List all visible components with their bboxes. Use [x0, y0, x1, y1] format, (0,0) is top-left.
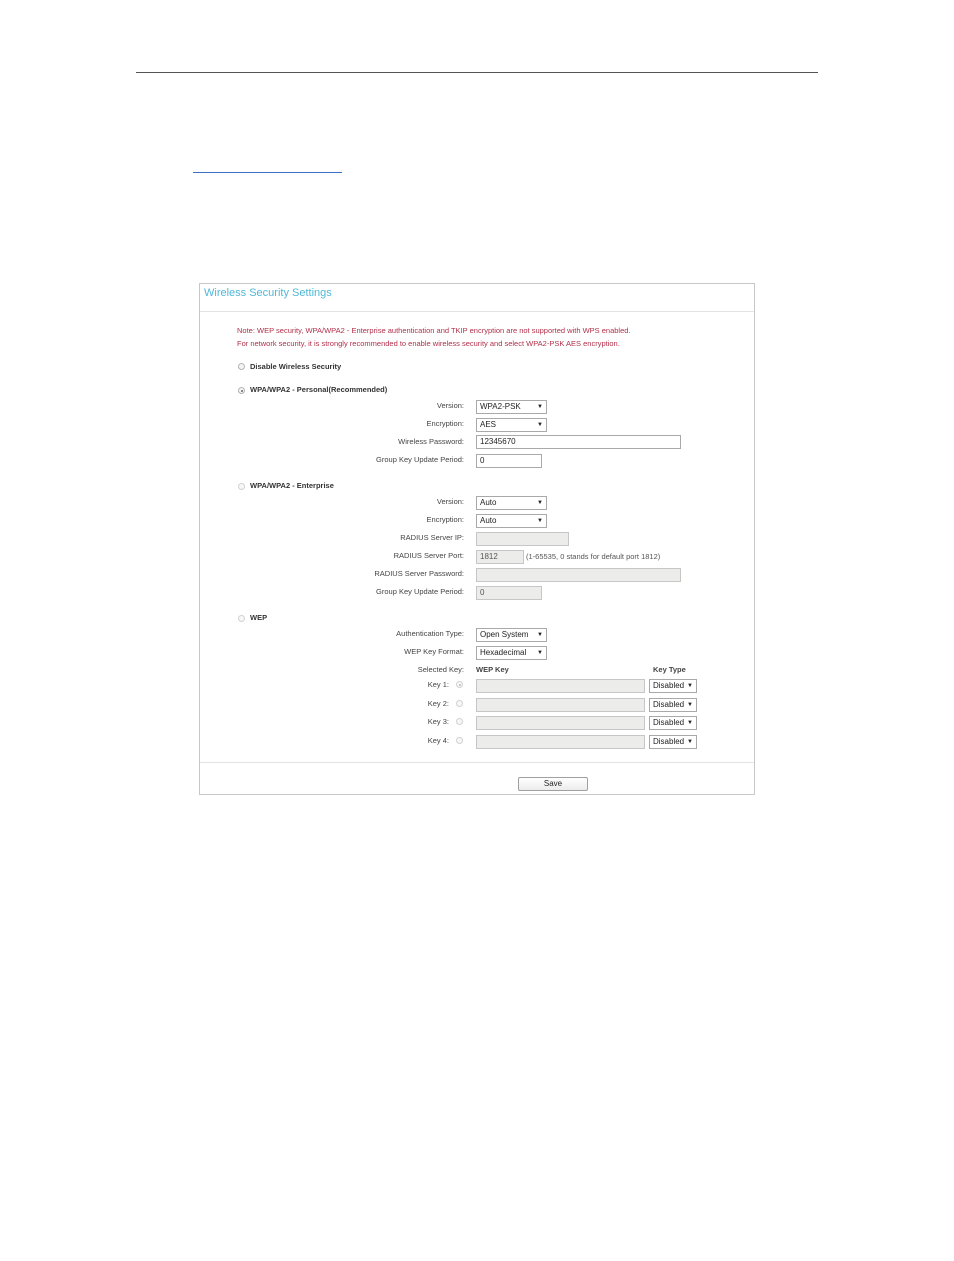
enterprise-group-key-label: Group Key Update Period:	[376, 587, 464, 596]
dropdown-arrow-icon: ▼	[537, 632, 543, 638]
key-2-type-value: Disabled	[653, 700, 685, 709]
key-type-column-header: Key Type	[653, 665, 686, 674]
dropdown-arrow-icon: ▼	[687, 739, 693, 745]
radius-password-input[interactable]	[476, 568, 681, 582]
disable-security-label: Disable Wireless Security	[250, 362, 342, 371]
selected-key-label: Selected Key:	[417, 665, 464, 674]
wireless-password-label: Wireless Password:	[398, 437, 464, 446]
personal-group-key-label: Group Key Update Period:	[376, 455, 464, 464]
enterprise-version-value: Auto	[480, 498, 497, 507]
wireless-security-panel	[199, 283, 755, 795]
personal-version-select[interactable]	[476, 400, 547, 414]
enterprise-encryption-label: Encryption:	[426, 515, 464, 524]
wep-label: WEP	[250, 613, 268, 622]
wpa-personal-radio[interactable]	[238, 387, 245, 394]
key-1-input[interactable]	[476, 679, 645, 693]
personal-version-label: Version:	[436, 401, 464, 410]
key-1-radio[interactable]	[456, 681, 463, 688]
dropdown-arrow-icon: ▼	[687, 720, 693, 726]
key-1-type-select[interactable]	[649, 679, 697, 693]
key-4-type-value: Disabled	[653, 737, 685, 746]
wep-radio[interactable]	[238, 615, 245, 622]
dropdown-arrow-icon: ▼	[537, 650, 543, 656]
key-4-radio[interactable]	[456, 737, 463, 744]
dropdown-arrow-icon: ▼	[537, 422, 543, 428]
key-2-input[interactable]	[476, 698, 645, 712]
key-3-label: Key 3:	[427, 717, 449, 726]
wep-key-format-select[interactable]	[476, 646, 547, 660]
dropdown-arrow-icon: ▼	[537, 500, 543, 506]
footer-divider	[200, 762, 754, 763]
key-4-type-select[interactable]	[649, 735, 697, 749]
auth-type-value: Open System	[480, 630, 529, 639]
key-2-label: Key 2:	[427, 699, 449, 708]
key-3-type-value: Disabled	[653, 718, 685, 727]
key-3-input[interactable]	[476, 716, 645, 730]
key-1-label: Key 1:	[427, 680, 449, 689]
enterprise-encryption-value: Auto	[480, 516, 497, 525]
save-button[interactable]: Save	[518, 777, 588, 791]
dropdown-arrow-icon: ▼	[687, 702, 693, 708]
personal-encryption-select[interactable]	[476, 418, 547, 432]
wep-key-format-value: Hexadecimal	[480, 648, 527, 657]
radius-ip-input[interactable]	[476, 532, 569, 546]
dropdown-arrow-icon: ▼	[687, 683, 693, 689]
note-line-1: Note: WEP security, WPA/WPA2 - Enterprise authentication and TKIP encryption are not supported with WPS enabled.	[237, 326, 631, 335]
personal-encryption-value: AES	[480, 420, 497, 429]
panel-title: Wireless Security Settings	[204, 287, 332, 299]
enterprise-encryption-select[interactable]	[476, 514, 547, 528]
wep-key-column-header: WEP Key	[476, 665, 509, 674]
dropdown-arrow-icon: ▼	[537, 404, 543, 410]
note-line-2: For network security, it is strongly recommended to enable wireless security and select WPA2-PSK AES encryption.	[237, 339, 620, 348]
wpa-personal-label: WPA/WPA2 - Personal(Recommended)	[250, 385, 388, 394]
auth-type-label: Authentication Type:	[396, 629, 464, 638]
key-2-type-select[interactable]	[649, 698, 697, 712]
key-3-type-select[interactable]	[649, 716, 697, 730]
personal-group-key-input[interactable]: 0	[476, 454, 542, 468]
wireless-password-input[interactable]: 12345670	[476, 435, 681, 449]
enterprise-version-label: Version:	[436, 497, 464, 506]
radius-port-input[interactable]: 1812	[476, 550, 524, 564]
key-4-label: Key 4:	[427, 736, 449, 745]
auth-type-select[interactable]	[476, 628, 547, 642]
wpa-enterprise-label: WPA/WPA2 - Enterprise	[250, 481, 334, 490]
key-4-input[interactable]	[476, 735, 645, 749]
title-divider	[200, 311, 754, 312]
disable-security-radio[interactable]	[238, 363, 245, 370]
enterprise-group-key-input[interactable]: 0	[476, 586, 542, 600]
key-2-radio[interactable]	[456, 700, 463, 707]
key-1-type-value: Disabled	[653, 681, 685, 690]
radius-ip-label: RADIUS Server IP:	[400, 533, 464, 542]
enterprise-version-select[interactable]	[476, 496, 547, 510]
key-3-radio[interactable]	[456, 718, 463, 725]
personal-version-value: WPA2-PSK	[480, 402, 521, 411]
wpa-enterprise-radio[interactable]	[238, 483, 245, 490]
radius-password-label: RADIUS Server Password:	[374, 569, 464, 578]
page-top-rule	[136, 72, 818, 73]
dropdown-arrow-icon: ▼	[537, 518, 543, 524]
wep-key-format-label: WEP Key Format:	[404, 647, 464, 656]
radius-port-hint: (1-65535, 0 stands for default port 1812)	[526, 552, 661, 561]
radius-port-label: RADIUS Server Port:	[393, 551, 464, 560]
hyperlink-underline[interactable]	[193, 172, 342, 173]
personal-encryption-label: Encryption:	[426, 419, 464, 428]
